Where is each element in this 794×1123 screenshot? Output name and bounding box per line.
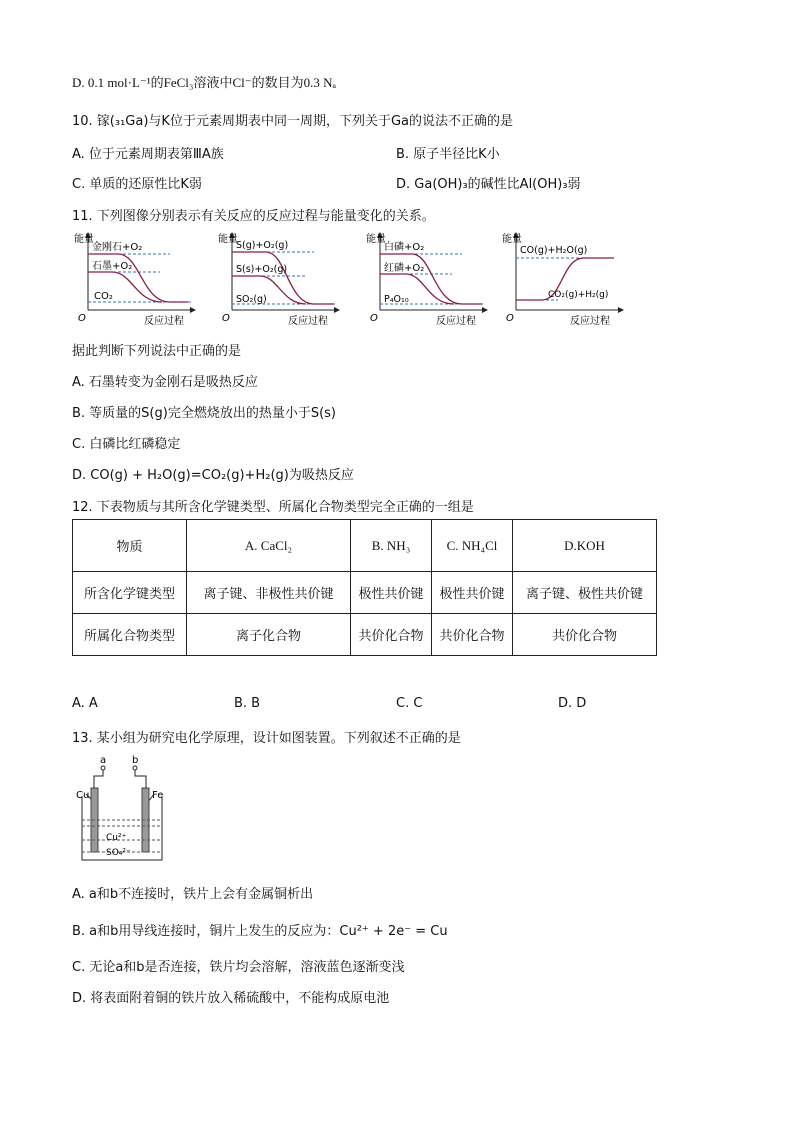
origin: O bbox=[222, 313, 230, 324]
level-bottom: P₄O₁₀ bbox=[384, 294, 409, 305]
table-cell: 离子化合物 bbox=[187, 614, 351, 656]
table-cell: B. NH₃ bbox=[351, 520, 432, 572]
label-fe: Fe bbox=[152, 790, 164, 801]
terminal-a: a bbox=[100, 755, 107, 766]
x-label: 反应过程 bbox=[436, 316, 476, 327]
q12-table bbox=[72, 519, 657, 656]
q9-option-d: D. 0.1 mol·L⁻¹的FeCl₃溶液中Cl⁻的数目为0.3 Nₐ bbox=[72, 75, 337, 90]
q10-option-d: D. Ga(OH)₃的碱性比Al(OH)₃弱 bbox=[396, 177, 581, 192]
q12-option-d: D. D bbox=[558, 696, 587, 711]
q13-option-d: D. 将表面附着铜的铁片放入稀硫酸中，不能构成原电池 bbox=[72, 991, 390, 1006]
table-cell: 物质 bbox=[73, 520, 187, 572]
q11-option-b: B. 等质量的S(g)完全燃烧放出的热量小于S(s) bbox=[72, 406, 336, 421]
q11-lead: 据此判断下列说法中正确的是 bbox=[72, 344, 242, 359]
level-bottom: SO₂(g) bbox=[236, 294, 267, 305]
table-cell: 共价化合物 bbox=[351, 614, 432, 656]
q10-option-b: B. 原子半径比K小 bbox=[396, 147, 500, 162]
x-label: 反应过程 bbox=[288, 316, 328, 327]
q11-option-c: C. 白磷比红磷稳定 bbox=[72, 437, 181, 452]
level-top: CO(g)+H₂O(g) bbox=[520, 245, 588, 256]
q10-option-c: C. 单质的还原性比K弱 bbox=[72, 177, 202, 192]
q12-option-b: B. B bbox=[234, 696, 261, 711]
table-row bbox=[73, 572, 657, 614]
table-cell: 所属化合物类型 bbox=[73, 614, 187, 656]
level-mid: 红磷+O₂ bbox=[384, 263, 425, 274]
q12-option-c: C. C bbox=[396, 696, 423, 711]
level-top: 金刚石+O₂ bbox=[92, 242, 143, 253]
level-bottom: CO₂ bbox=[94, 291, 113, 302]
ion-so4: SO₄²⁻ bbox=[106, 848, 131, 858]
table-cell: D.KOH bbox=[513, 520, 657, 572]
x-label: 反应过程 bbox=[144, 316, 184, 327]
origin: O bbox=[370, 313, 378, 324]
origin: O bbox=[506, 313, 514, 324]
q11-option-d: D. CO(g) + H₂O(g)=CO₂(g)+H₂(g)为吸热反应 bbox=[72, 468, 354, 483]
q11-option-a: A. 石墨转变为金刚石是吸热反应 bbox=[72, 375, 258, 390]
y-label: 能量 bbox=[218, 234, 238, 245]
electrochemical-cell-diagram bbox=[74, 752, 174, 870]
energy-diagram-4 bbox=[498, 228, 628, 328]
level-top: 白磷+O₂ bbox=[384, 242, 425, 253]
energy-diagram-1 bbox=[70, 228, 200, 328]
q10-stem: 10. 镓(₃₁Ga)与K位于元素周期表中同一周期，下列关于Ga的说法不正确的是 bbox=[72, 114, 513, 129]
table-cell: 离子键、极性共价键 bbox=[513, 572, 657, 614]
table-cell: 极性共价键 bbox=[432, 572, 513, 614]
q13-option-b: B. a和b用导线连接时，铜片上发生的反应为：Cu²⁺ + 2e⁻ = Cu bbox=[72, 924, 448, 939]
terminal-b: b bbox=[132, 755, 139, 766]
table-cell: A. CaCl₂ bbox=[187, 520, 351, 572]
q11-stem: 11. 下列图像分别表示有关反应的反应过程与能量变化的关系。 bbox=[72, 209, 435, 224]
level-mid: 石墨+O₂ bbox=[92, 261, 133, 272]
ion-cu: Cu²⁺ bbox=[106, 833, 127, 843]
table-row bbox=[73, 520, 657, 572]
energy-diagram-3 bbox=[362, 228, 492, 328]
q12-option-a: A. A bbox=[72, 696, 98, 711]
table-row bbox=[73, 614, 657, 656]
y-label: 能量 bbox=[366, 234, 386, 245]
q13-stem: 13. 某小组为研究电化学原理，设计如图装置。下列叙述不正确的是 bbox=[72, 731, 461, 746]
q10-option-a: A. 位于元素周期表第ⅢA族 bbox=[72, 147, 224, 162]
level-mid: S(s)+O₂(g) bbox=[236, 264, 288, 275]
x-label: 反应过程 bbox=[570, 316, 610, 327]
table-cell: 离子键、非极性共价键 bbox=[187, 572, 351, 614]
q13-option-a: A. a和b不连接时，铁片上会有金属铜析出 bbox=[72, 887, 314, 902]
energy-diagram-2 bbox=[214, 228, 344, 328]
level-top: S(g)+O₂(g) bbox=[236, 240, 289, 251]
table-cell: 共价化合物 bbox=[513, 614, 657, 656]
q13-option-c: C. 无论a和b是否连接，铁片均会溶解，溶液蓝色逐渐变浅 bbox=[72, 960, 405, 975]
table-cell: 所含化学键类型 bbox=[73, 572, 187, 614]
table-cell: 共价化合物 bbox=[432, 614, 513, 656]
y-label: 能量 bbox=[502, 234, 522, 245]
table-cell: C. NH₄Cl bbox=[432, 520, 513, 572]
label-cu: Cu bbox=[76, 790, 90, 801]
q12-stem: 12. 下表物质与其所含化学键类型、所属化合物类型完全正确的一组是 bbox=[72, 500, 474, 515]
origin: O bbox=[78, 313, 86, 324]
y-label: 能量 bbox=[74, 234, 94, 245]
level-bottom: CO₂(g)+H₂(g) bbox=[548, 290, 609, 300]
table-cell: 极性共价键 bbox=[351, 572, 432, 614]
